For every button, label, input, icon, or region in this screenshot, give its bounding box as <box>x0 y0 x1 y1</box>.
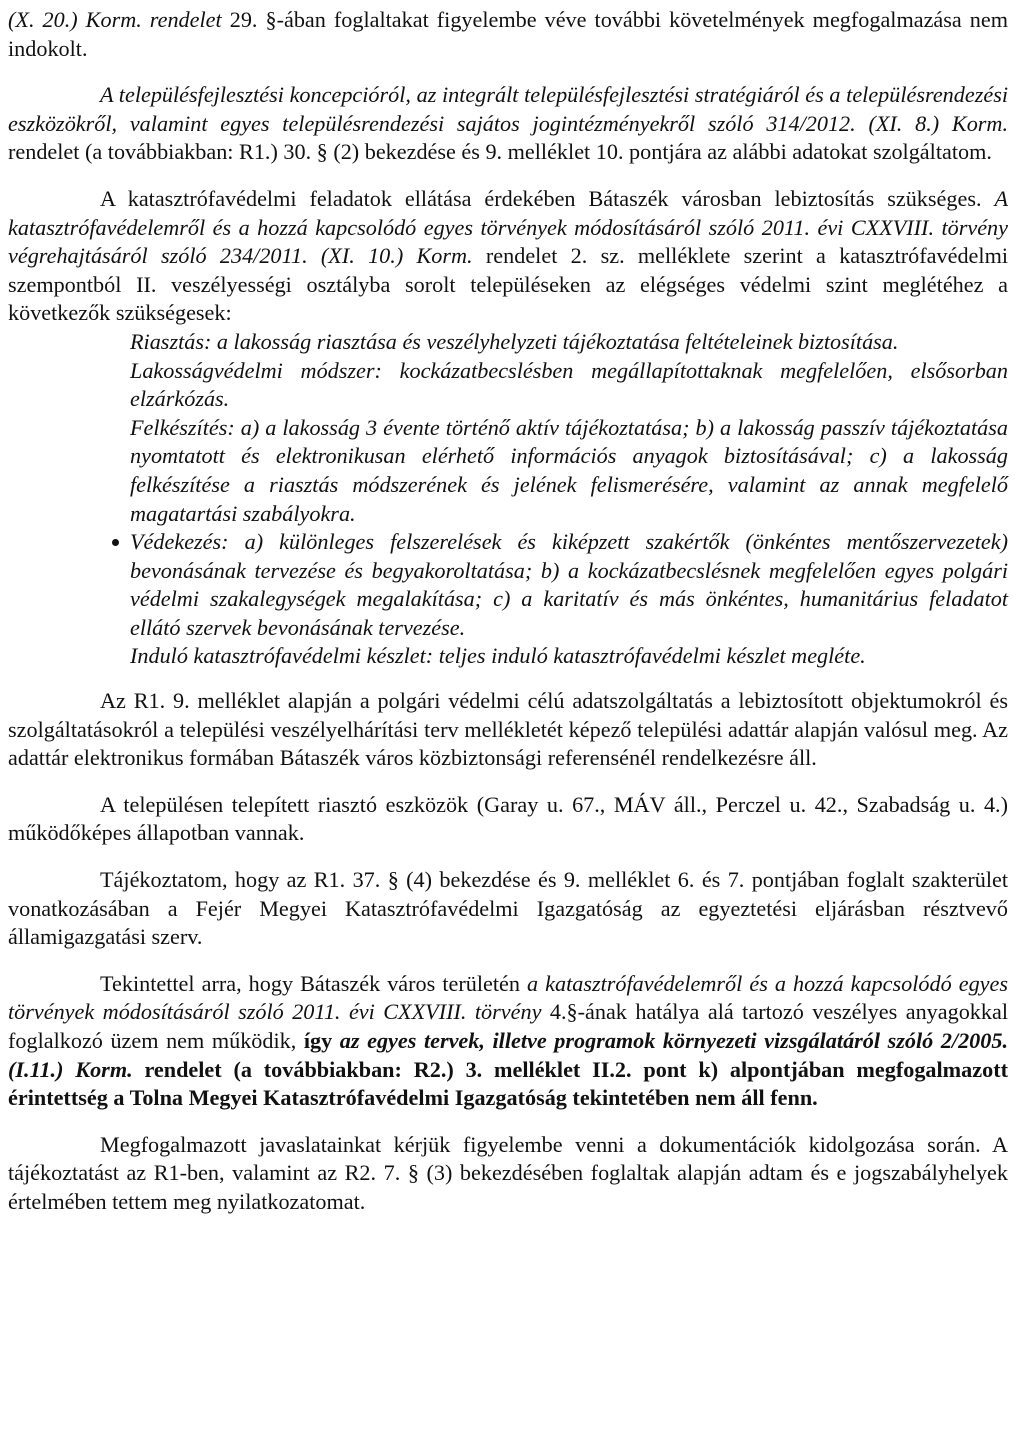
paragraph-text: Tekintettel arra, hogy Bátaszék város területén <box>100 970 527 996</box>
paragraph-r1-data <box>8 81 1008 167</box>
paragraph-competent-authority: Tájékoztatom, hogy az R1. 37. § (4) bekezdése és 9. melléklet 6. és 7. pontjában foglalt szakterület vonatkozásában a Fejér Megyei Katasztrófavédelmi Igazgatóság az egyeztetési eljárásban résztvevő államigazgatási szerv. <box>8 867 1008 950</box>
paragraph-intro <box>8 6 1008 63</box>
list-item-population-protection: Lakosságvédelmi módszer: kockázatbecslésben megállapítottaknak megfelelően, elsősorban elzárkózás. <box>130 357 1008 412</box>
regulation-title: a katasztrófavédelemről és a hozzá kapcsolódó egyes törvények módosításáról szóló 2011. évi CXXVIII. törvény <box>8 970 1008 1025</box>
regulation-title-bold: az egyes tervek, illetve programok környezeti vizsgálatáról szóló 2/2005. (I.11.) Korm. <box>8 1028 1008 1082</box>
paragraph-text: 29. §-ában foglaltakat figyelembe véve további követelmények megfogalmazása nem indokolt. <box>8 7 1008 61</box>
paragraph-text: rendelet 2. sz. melléklete szerint a katasztrófavédelmi szempontból II. veszélyességi osztályba sorolt településeken az elégséges védelmi szint meglétéhez a következők szükségesek: <box>8 243 1008 326</box>
document-page <box>8 6 1008 1217</box>
paragraph-data-service: Az R1. 9. melléklet alapján a polgári védelmi célú adatszolgáltatás a lebiztosított objektumokról és szolgáltatásokról a települési veszélyelhárítási terv mellékletét képező települési adattár alapján valósul meg. Az adattár elektronikus formában Bátaszék város közbiztonsági referensénél rendelkezésre áll. <box>8 688 1008 771</box>
conclusion-text: rendelet (a továbbiakban: R2.) 3. melléklet II.2. pont k) alpontjában megfogalmazott érintettség a Tolna Megyei Katasztrófavédelmi Igazgatóság tekintetében nem áll fenn. <box>8 1056 1008 1111</box>
paragraph-disaster-protection <box>8 185 1008 328</box>
regulation-title: A településfejlesztési koncepcióról, az integrált településfejlesztési stratégiáról és a településrendezési eszközökről, valamint egyes településrendezési sajátos jogintézményekről szóló 314/2012. (XI. 8.) Korm. <box>8 82 1008 136</box>
list-item-initial-kit: Induló katasztrófavédelmi készlet: teljes induló katasztrófavédelmi készlet megléte. <box>130 643 866 669</box>
list-item-defense: Védekezés: a) különleges felszerelések és kiképzett szakértők (önkéntes mentőszervezetek) bevonásának tervezése és begyakoroltatása; b) a kockázatbecslésnek megfelelően egyes polgári védelmi szakalegységek megalakítása; c) a karitatív és más önkéntes, humanitárius feladatot ellátó szervek bevonásának tervezése. <box>130 528 1008 642</box>
regulation-title: A katasztrófavédelemről és a hozzá kapcsolódó egyes törvények módosításáról szóló 2011. évi CXXVIII. törvény végrehajtásáról szóló 234/2011. (XI. 10.) Korm. <box>8 185 1008 269</box>
emphasis-text: így <box>303 1028 340 1053</box>
regulation-reference: (X. 20.) Korm. rendelet <box>8 7 222 32</box>
paragraph-text: 4.§-ának hatálya alá tartozó veszélyes anyagokkal foglalkozó üzem nem működik, <box>8 999 1008 1053</box>
requirements-list <box>8 328 1008 671</box>
paragraph-hazardous-plant <box>8 970 1008 1113</box>
paragraph-alarm-devices: A településen telepített riasztó eszközök (Garay u. 67., MÁV áll., Perczel u. 42., Szabadság u. 4.) működőképes állapotban vannak. <box>8 791 1008 846</box>
list-item-preparation: Felkészítés: a) a lakosság 3 évente történő aktív tájékoztatása; b) a lakosság passzív tájékoztatása nyomtatott és elektronikusan elérhető információs anyagok biztosításával; c) a lakosság felkészítése a riasztás módszerének és jelének felismerésére, valamint az annak megfelelő magatartási szabályokra. <box>130 414 1008 526</box>
list-item-alerting: Riasztás: a lakosság riasztása és veszélyhelyzeti tájékoztatása feltételeinek biztosítása. <box>130 328 899 354</box>
paragraph-closing: Megfogalmazott javaslatainkat kérjük figyelembe venni a dokumentációk kidolgozása során. A tájékoztatást az R1-ben, valamint az R2. 7. § (3) bekezdésében foglaltak alapján adtam és e jogszabályhelyek értelmében tettem meg nyilatkozatomat. <box>8 1131 1008 1214</box>
paragraph-text: A katasztrófavédelmi feladatok ellátása érdekében Bátaszék városban lebiztosítás szükséges. <box>100 185 995 211</box>
paragraph-text: rendelet (a továbbiakban: R1.) 30. § (2) bekezdése és 9. melléklet 10. pontjára az alábbi adatokat szolgáltatom. <box>8 139 992 165</box>
